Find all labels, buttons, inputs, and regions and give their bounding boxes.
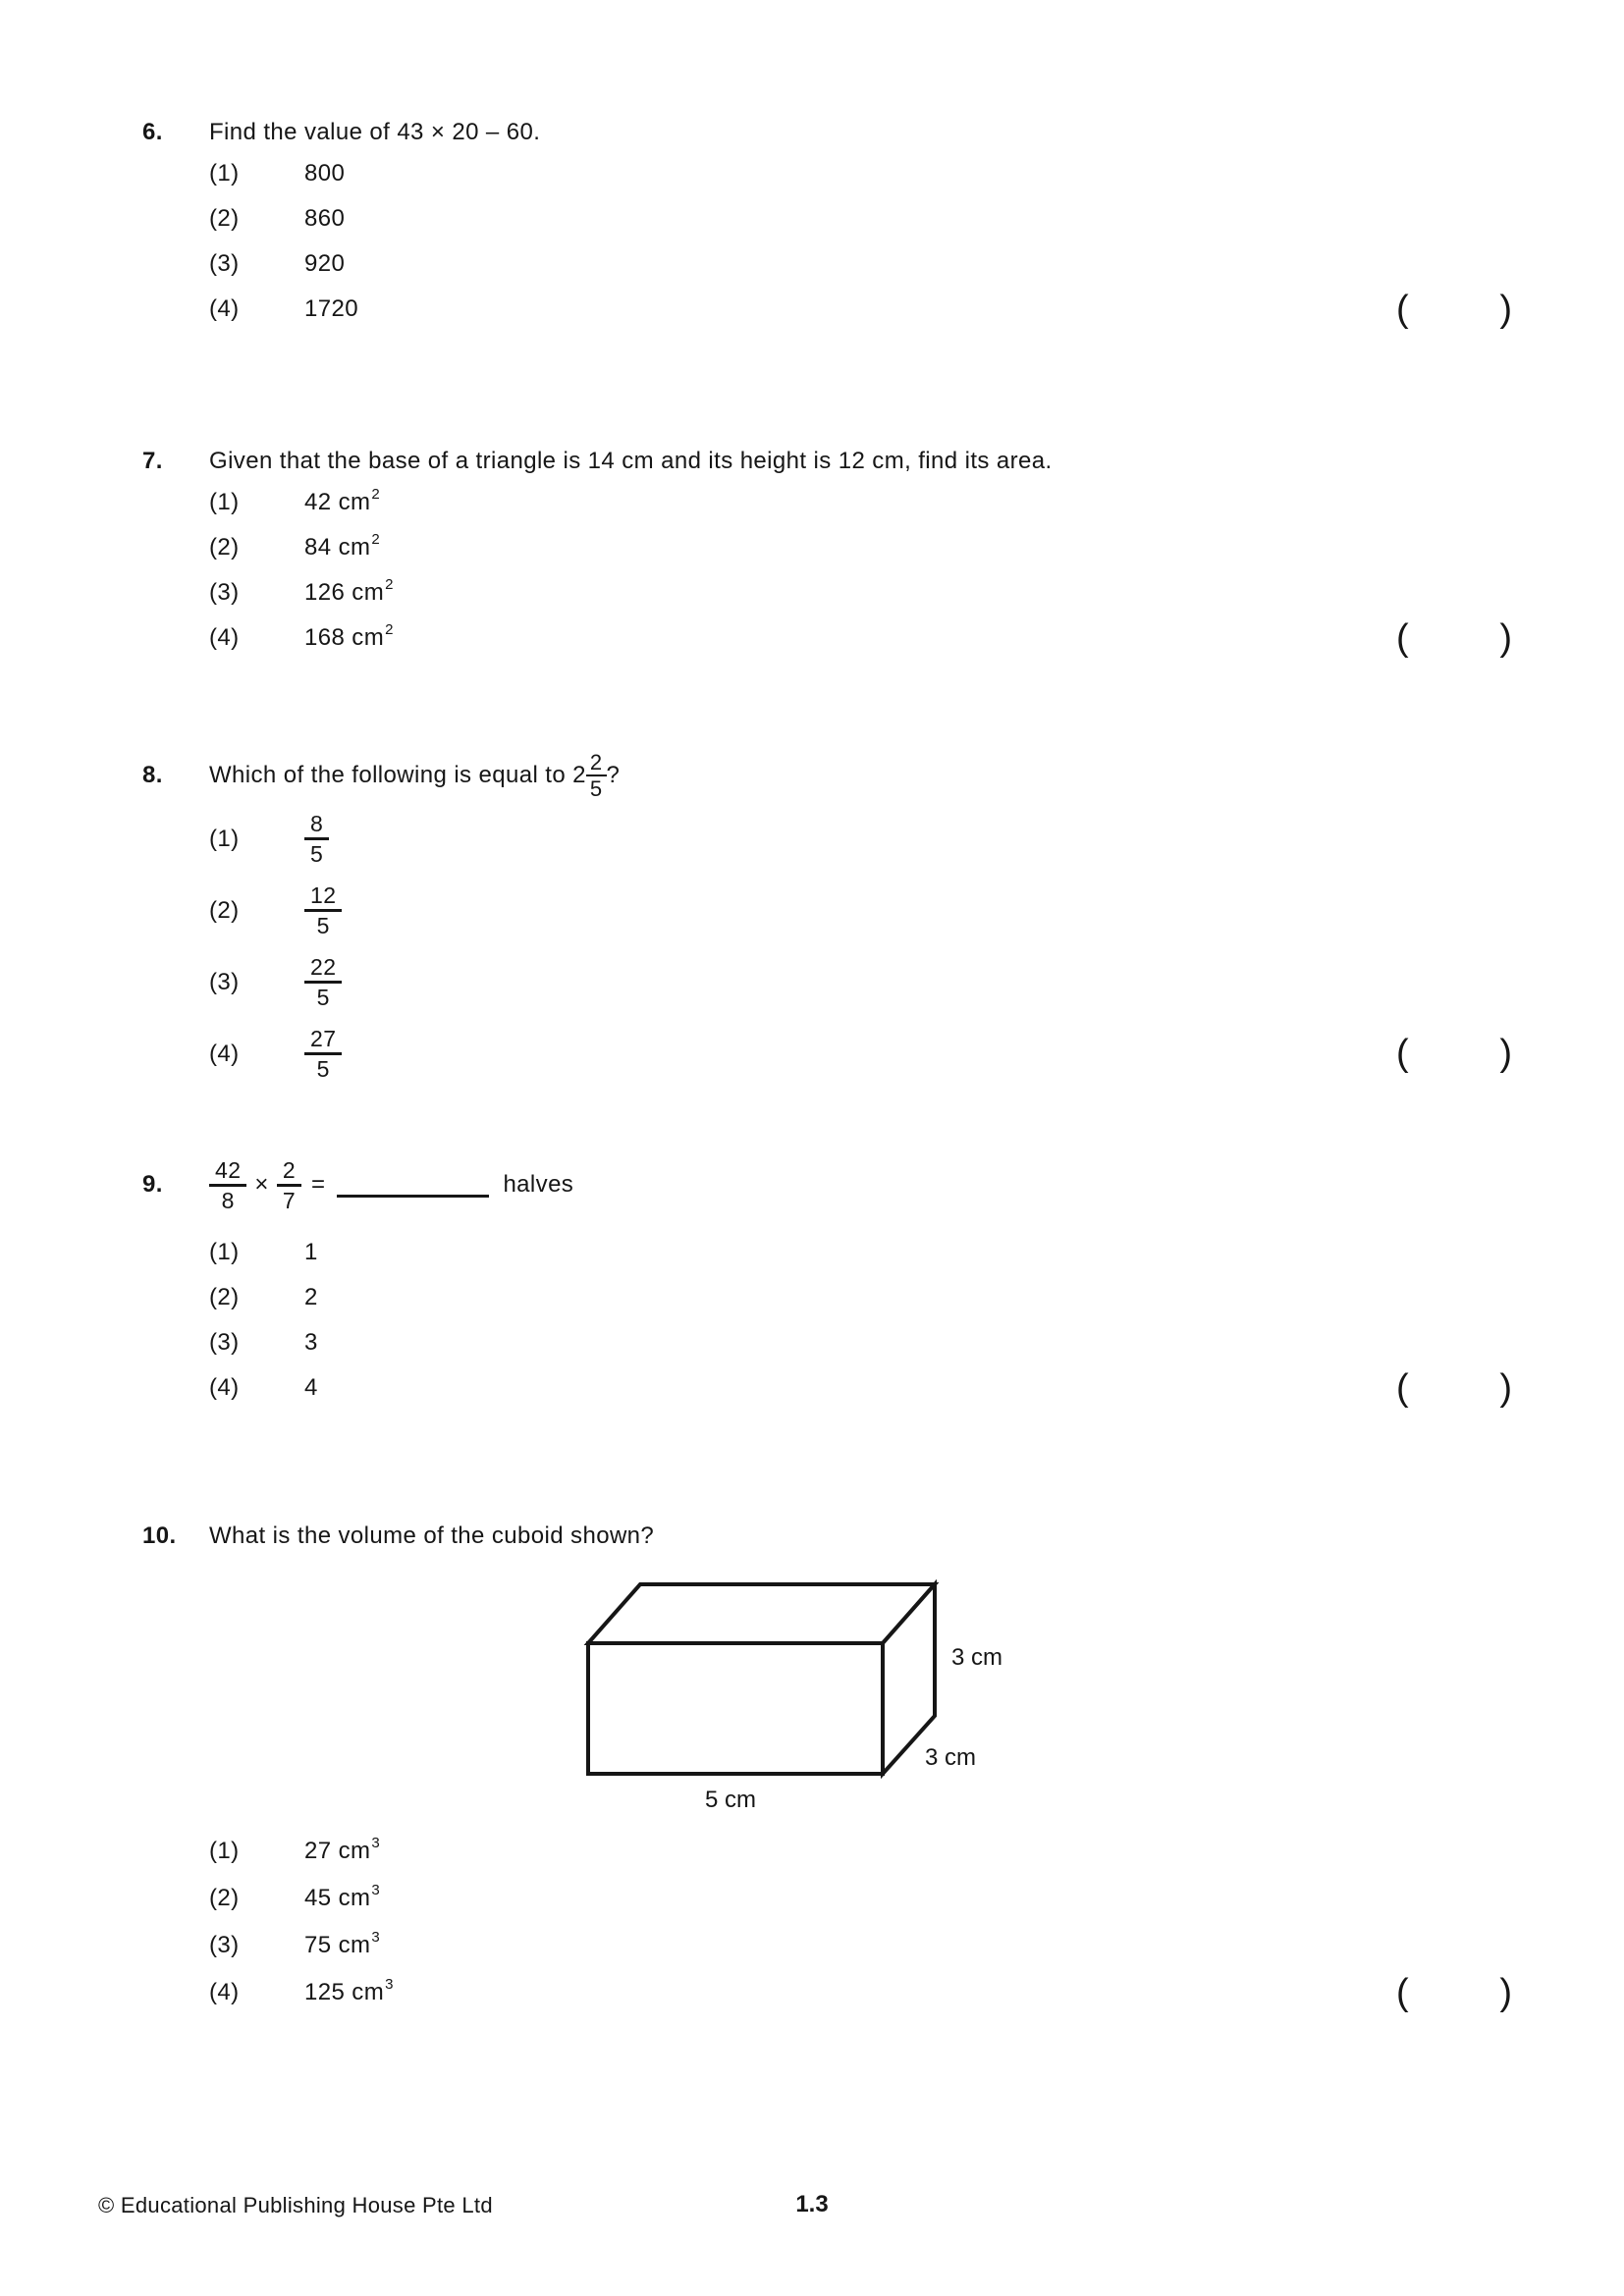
question-6-options <box>209 151 1537 332</box>
option-value: 920 <box>304 250 346 277</box>
fraction-numerator: 22 <box>304 953 342 984</box>
cuboid-depth-label: 3 cm <box>925 1744 977 1771</box>
option-fraction <box>304 810 329 868</box>
option-label: (4) <box>209 1040 240 1067</box>
fraction-denominator: 5 <box>310 841 324 867</box>
question-6-answer-brackets <box>1396 286 1512 333</box>
footer-page-number: 1.3 <box>795 2191 829 2217</box>
question-6 <box>142 118 1537 332</box>
option-value: 800 <box>304 160 346 187</box>
option-row <box>209 570 1537 615</box>
option-label: (1) <box>209 1838 240 1864</box>
option-value: 3 <box>304 1329 318 1356</box>
question-6-number: 6. <box>142 119 163 145</box>
question-10-number: 10. <box>142 1522 177 1549</box>
question-9-number: 9. <box>142 1171 163 1198</box>
option-value: 45 cm <box>304 1885 371 1911</box>
question-10-options <box>209 1828 1537 2016</box>
option-value-superscript: 3 <box>371 1834 381 1851</box>
option-value-superscript: 3 <box>385 1975 394 1993</box>
option-value-superscript: 2 <box>385 620 394 638</box>
question-10-header <box>142 1522 1537 1551</box>
option-value: 27 cm <box>304 1838 371 1864</box>
option-row <box>209 196 1537 241</box>
fraction-denominator: 8 <box>221 1187 235 1213</box>
option-value: 860 <box>304 205 346 232</box>
option-label: (2) <box>209 205 240 232</box>
option-label: (1) <box>209 825 240 852</box>
fraction-numerator: 8 <box>304 810 329 840</box>
option-value: 168 cm <box>304 624 385 651</box>
fraction-numerator: 12 <box>304 881 342 912</box>
equals-sign: = <box>311 1171 326 1198</box>
option-value: 4 <box>304 1374 318 1401</box>
mixed-number-fraction <box>586 750 607 801</box>
cuboid-height-label: 3 cm <box>951 1644 1003 1671</box>
question-7-options <box>209 480 1537 661</box>
option-label: (3) <box>209 968 240 995</box>
option-value: 75 cm <box>304 1932 371 1958</box>
question-6-header <box>142 118 1537 147</box>
question-6-text: Find the value of 43 × 20 – 60. <box>209 119 541 145</box>
question-7 <box>142 447 1537 661</box>
mixed-number-whole: 2 <box>572 762 586 788</box>
option-fraction <box>304 881 342 939</box>
option-value-superscript: 2 <box>385 575 394 593</box>
answer-bracket-open: ( <box>1396 617 1409 659</box>
option-value: 2 <box>304 1284 318 1310</box>
option-row <box>209 287 1537 332</box>
option-row <box>209 1875 1537 1922</box>
question-8-answer-brackets <box>1396 1030 1512 1077</box>
option-row <box>209 1365 1537 1411</box>
option-label: (3) <box>209 1932 240 1958</box>
option-label: (2) <box>209 534 240 561</box>
option-value-superscript: 3 <box>371 1881 381 1898</box>
answer-bracket-close: ) <box>1499 1033 1512 1074</box>
cuboid-figure <box>569 1571 1080 1831</box>
option-label: (1) <box>209 160 240 187</box>
answer-bracket-close: ) <box>1499 1972 1512 2013</box>
option-value: 125 cm <box>304 1979 385 2005</box>
option-row <box>209 1922 1537 1969</box>
question-7-answer-brackets <box>1396 614 1512 662</box>
option-label: (4) <box>209 295 240 322</box>
option-row <box>209 480 1537 525</box>
option-label: (2) <box>209 1284 240 1310</box>
option-label: (2) <box>209 896 240 924</box>
option-row <box>209 1275 1537 1320</box>
cuboid-top-face <box>588 1584 935 1643</box>
footer-copyright: © Educational Publishing House Pte Ltd <box>98 2193 493 2217</box>
question-7-header <box>142 447 1537 476</box>
multiply-sign: × <box>254 1171 269 1198</box>
fraction-numerator: 42 <box>209 1156 246 1187</box>
question-8 <box>142 742 1537 1090</box>
fraction-denominator: 5 <box>316 985 330 1010</box>
cuboid-width-label: 5 cm <box>705 1787 757 1813</box>
option-row <box>209 1828 1537 1875</box>
cuboid-drawing <box>569 1571 1080 1826</box>
question-9 <box>142 1155 1537 1411</box>
option-row <box>209 1018 1537 1090</box>
answer-bracket-open: ( <box>1396 289 1409 330</box>
answer-blank-line <box>337 1195 489 1198</box>
option-value: 1720 <box>304 295 358 322</box>
option-row <box>209 1230 1537 1275</box>
blank-suffix-label: halves <box>503 1171 574 1198</box>
fraction-denominator: 5 <box>316 1056 330 1082</box>
option-row <box>209 1969 1537 2016</box>
option-fraction <box>304 953 342 1011</box>
question-8-header <box>142 742 1537 809</box>
question-9-answer-brackets <box>1396 1364 1512 1412</box>
question-10-answer-brackets <box>1396 1969 1512 2016</box>
option-row <box>209 241 1537 287</box>
option-value-superscript: 3 <box>371 1928 381 1946</box>
answer-bracket-open: ( <box>1396 1972 1409 2013</box>
option-row <box>209 946 1537 1018</box>
fraction-numerator: 27 <box>304 1025 342 1055</box>
option-value-superscript: 2 <box>371 485 381 503</box>
option-label: (4) <box>209 624 240 651</box>
option-label: (1) <box>209 489 240 515</box>
equation-fraction-2 <box>277 1156 301 1214</box>
option-row <box>209 615 1537 661</box>
question-8-options <box>209 803 1537 1090</box>
option-label: (3) <box>209 579 240 606</box>
question-9-header <box>142 1155 1537 1214</box>
option-row <box>209 525 1537 570</box>
option-label: (3) <box>209 1329 240 1356</box>
fraction-denominator: 5 <box>589 776 603 801</box>
question-8-text: Which of the following is equal to <box>209 762 567 788</box>
answer-bracket-close: ) <box>1499 1367 1512 1409</box>
option-label: (4) <box>209 1374 240 1401</box>
question-9-options <box>209 1230 1537 1411</box>
fraction-denominator: 5 <box>316 913 330 938</box>
option-value: 126 cm <box>304 579 385 606</box>
option-row <box>209 803 1537 875</box>
option-label: (4) <box>209 1979 240 2005</box>
option-fraction <box>304 1025 342 1083</box>
option-row <box>209 151 1537 196</box>
option-value: 1 <box>304 1239 318 1265</box>
option-label: (3) <box>209 250 240 277</box>
question-10-text: What is the volume of the cuboid shown? <box>209 1522 655 1549</box>
option-row <box>209 875 1537 946</box>
question-8-number: 8. <box>142 762 163 788</box>
answer-bracket-close: ) <box>1499 617 1512 659</box>
fraction-numerator: 2 <box>277 1156 301 1187</box>
fraction-denominator: 7 <box>282 1187 297 1213</box>
question-7-number: 7. <box>142 448 163 474</box>
option-label: (2) <box>209 1885 240 1911</box>
answer-bracket-open: ( <box>1396 1367 1409 1409</box>
answer-bracket-open: ( <box>1396 1033 1409 1074</box>
question-8-text-after: ? <box>606 762 621 788</box>
equation-fraction-1 <box>209 1156 246 1214</box>
cuboid-front-face <box>588 1643 883 1774</box>
fraction-numerator: 2 <box>586 750 607 776</box>
option-label: (1) <box>209 1239 240 1265</box>
option-row <box>209 1320 1537 1365</box>
option-value: 42 cm <box>304 489 371 515</box>
option-value-superscript: 2 <box>371 530 381 548</box>
question-7-text: Given that the base of a triangle is 14 cm and its height is 12 cm, find its area. <box>209 448 1053 474</box>
option-value: 84 cm <box>304 534 371 561</box>
answer-bracket-close: ) <box>1499 289 1512 330</box>
